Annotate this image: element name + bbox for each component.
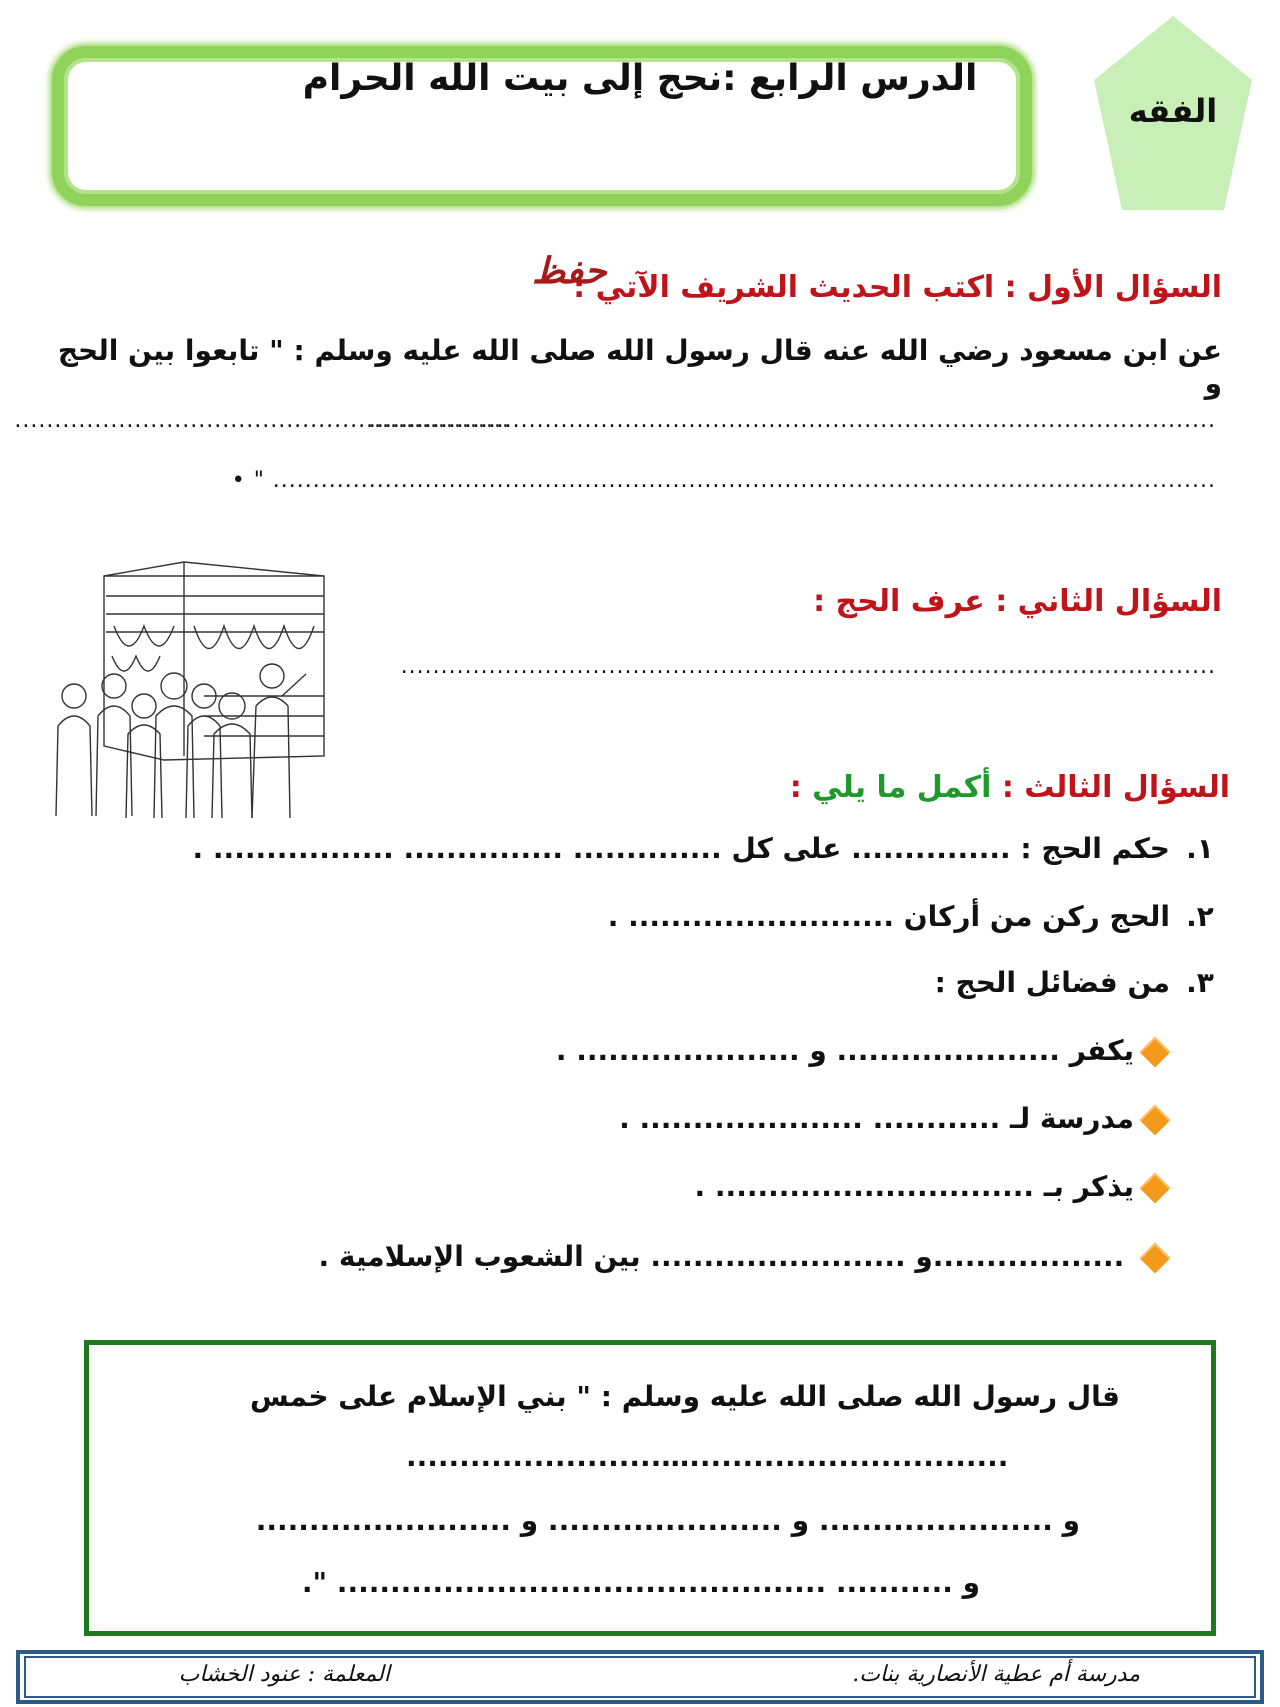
diamond-bullet-icon (1139, 1242, 1170, 1273)
list-number: ٣. (1186, 966, 1214, 999)
q3-heading-label: السؤال الثالث : (991, 770, 1230, 805)
subject-label: الفقه (1128, 92, 1218, 130)
hadith-box-line2: ........................….............................. (406, 1440, 1009, 1473)
q1-dots-line1b: .............................................................. (14, 408, 510, 433)
virtue-item (266, 1240, 1166, 1273)
hadith-box-line1: قال رسول الله صلى الله عليه وسلم : " بني الإسلام على خمس (249, 1380, 1120, 1413)
q2-answer-dots: ...................................................................................................... (400, 654, 1216, 679)
q3-heading-instruction: أكمل ما يلي (812, 770, 992, 805)
memorize-stamp: حفظ (532, 250, 607, 292)
q3-item-2-text: الحج ركن من أركان ......................... . (607, 900, 1170, 933)
virtue-item (266, 1034, 1166, 1067)
virtue-text: مدرسة لـ ............ ..................... . (619, 1102, 1134, 1135)
hadith-box-line4: و ........... .............................................. ". (301, 1566, 980, 1599)
q3-item-1 (130, 832, 1230, 865)
diamond-bullet-icon (1139, 1104, 1170, 1135)
lesson-title: الدرس الرابع :نحج إلى بيت الله الحرام (302, 58, 978, 99)
q3-item-2 (130, 900, 1230, 933)
q3-item-1-text: حكم الحج : ............... على كل .............. ............... ................. . (192, 832, 1170, 865)
list-number: ٢. (1186, 900, 1214, 933)
school-name: مدرسة أم عطية الأنصارية بنات. (852, 1662, 1140, 1687)
q3-item-3 (130, 966, 1230, 999)
virtue-item (266, 1170, 1166, 1203)
diamond-bullet-icon (1139, 1036, 1170, 1067)
q1-dots-line1a: .......................................................................................................... (368, 408, 1216, 433)
q3-heading-colon: : (789, 770, 813, 805)
q1-hadith-start: عن ابن مسعود رضي الله عنه قال رسول الله صلى الله عليه وسلم : " تابعوا بين الحج و (57, 334, 1222, 400)
q1-dots-line2: ...................................................................................................................... " • (231, 468, 1216, 493)
q3-item-3-text: من فضائل الحج : (934, 966, 1170, 999)
diamond-bullet-icon (1139, 1172, 1170, 1203)
list-number: ١. (1186, 832, 1214, 865)
kaaba-pilgrims-illustration (44, 556, 334, 826)
hadith-box-line3: و ...................... و ...................... و ........................ (255, 1504, 1080, 1537)
virtue-text: يكفر ..................... و ..................... . (555, 1034, 1134, 1067)
virtue-text: يذكر بـ .............................. . (694, 1170, 1134, 1203)
virtue-text: ..................و ........................ بين الشعوب الإسلامية . (318, 1240, 1134, 1273)
q3-heading (530, 770, 1230, 805)
q2-heading: السؤال الثاني : عرف الحج : (813, 584, 1222, 619)
teacher-name: المعلمة : عنود الخشاب (178, 1662, 390, 1687)
virtue-item (266, 1102, 1166, 1135)
q1-heading: السؤال الأول : اكتب الحديث الشريف الآتي : (573, 270, 1222, 305)
